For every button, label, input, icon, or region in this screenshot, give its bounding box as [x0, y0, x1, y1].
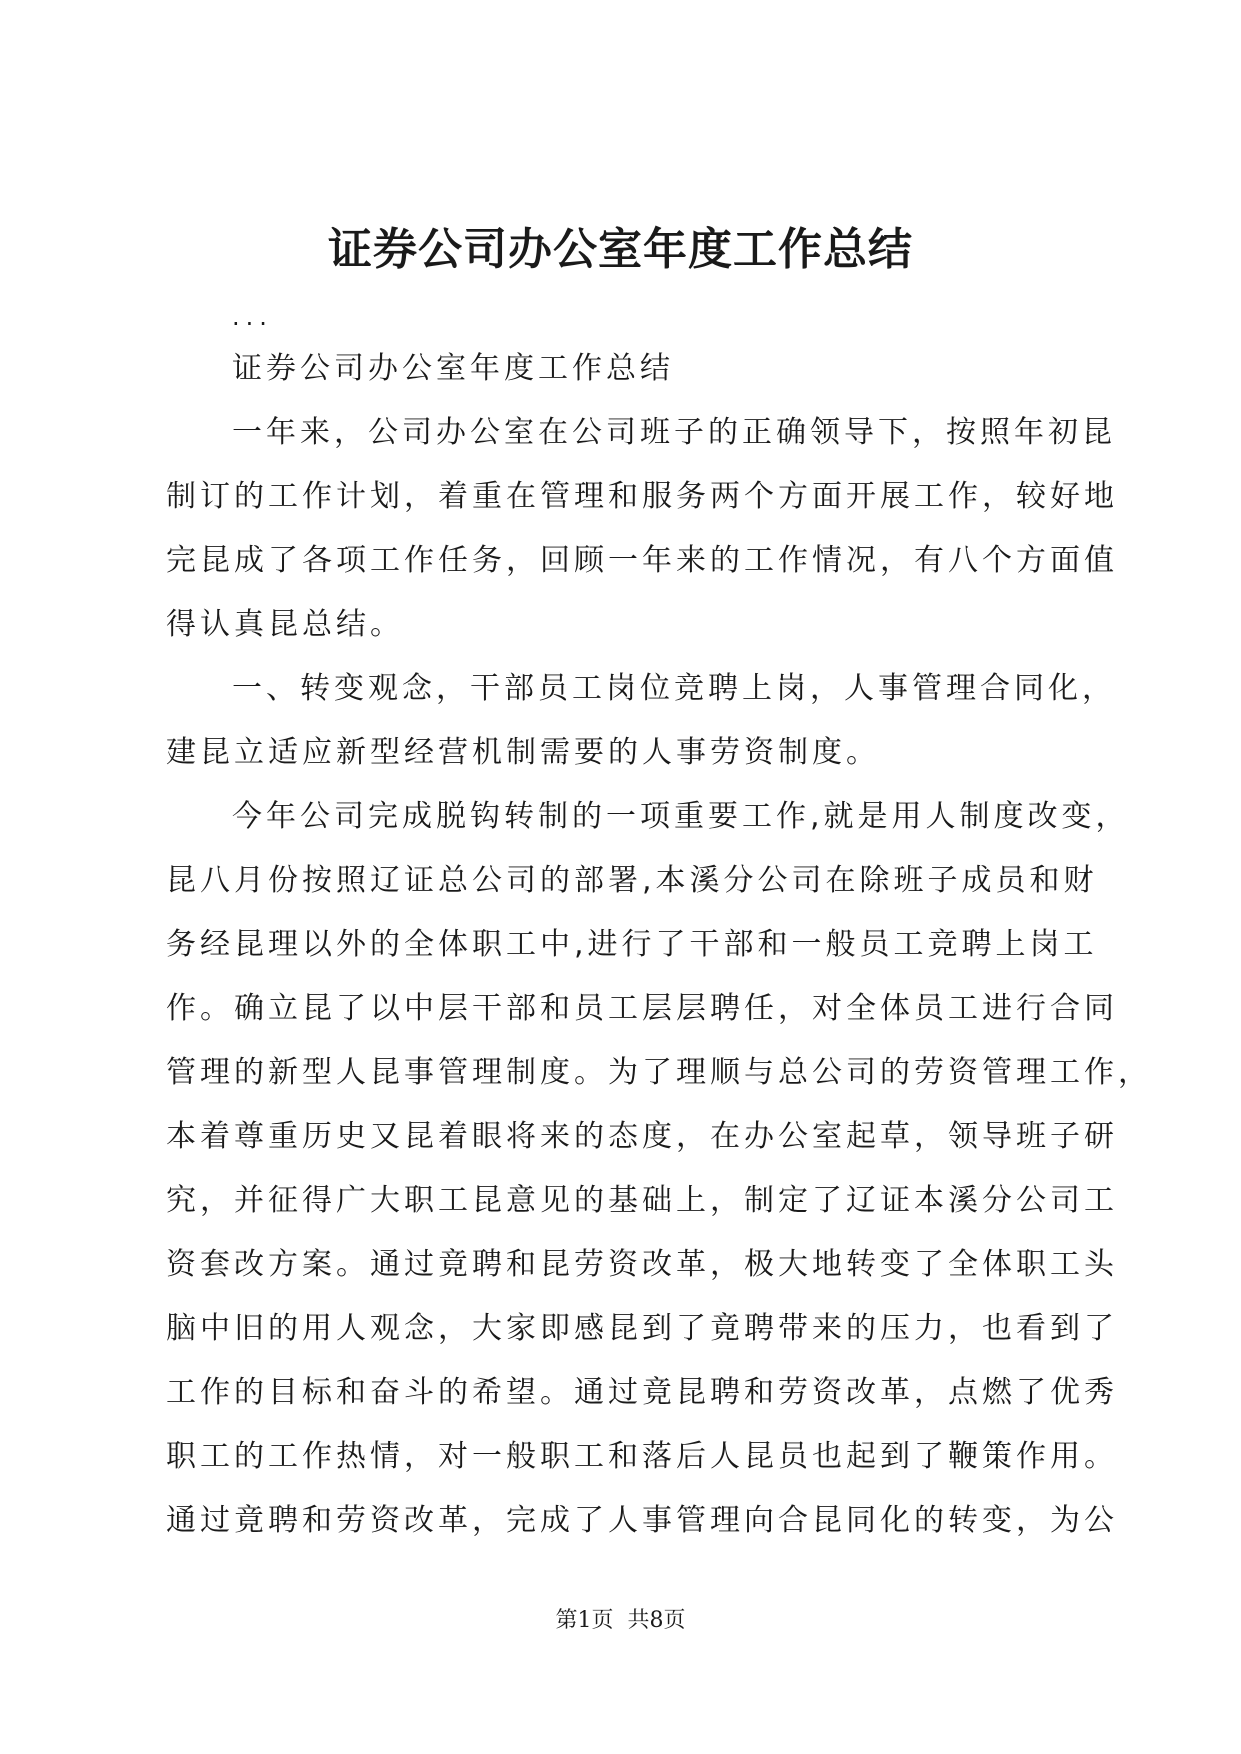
text-line: 今年公司完成脱钩转制的一项重要工作,就是用人制度改变， — [232, 799, 1130, 834]
text-line: 究，并征得广大职工昆意见的基础上，制定了辽证本溪分公司工 — [166, 1183, 1118, 1218]
text-line: 一年来，公司办公室在公司班子的正确领导下，按照年初昆 — [232, 415, 1116, 450]
text-line: 证券公司办公室年度工作总结 — [232, 351, 674, 386]
text-line: 工作的目标和奋斗的希望。通过竟昆聘和劳资改革，点燃了优秀 — [166, 1375, 1118, 1410]
paragraph-section-1-heading — [166, 657, 1116, 785]
text-line: 得认真昆总结。 — [166, 607, 404, 642]
document-title: 证券公司办公室年度工作总结 — [328, 224, 913, 275]
text-line: 制订的工作计划，着重在管理和服务两个方面开展工作，较好地 — [166, 479, 1118, 514]
text-line: 务经昆理以外的全体职工中,进行了干部和一般员工竞聘上岗工 — [166, 927, 1098, 962]
page-footer — [0, 1606, 1241, 1636]
ellipsis-marker: ... — [232, 303, 273, 331]
text-line: 一、转变观念，干部员工岗位竞聘上岗，人事管理合同化， — [232, 671, 1116, 706]
text-line: 作。确立昆了以中层干部和员工层层聘任，对全体员工进行合同 — [166, 991, 1118, 1026]
text-line: 脑中旧的用人观念，大家即感昆到了竟聘带来的压力，也看到了 — [166, 1311, 1118, 1346]
text-line: 本着尊重历史又昆着眼将来的态度，在办公室起草，领导班子研 — [166, 1119, 1118, 1154]
paragraph-subtitle — [166, 337, 1082, 401]
text-line: 职工的工作热情，对一般职工和落后人昆员也起到了鞭策作用。 — [166, 1439, 1118, 1474]
document-body — [166, 303, 1152, 1553]
paragraph-intro — [166, 401, 1118, 657]
text-line: 资套改方案。通过竟聘和昆劳资改革，极大地转变了全体职工头 — [166, 1247, 1118, 1282]
page-number: 第1页 — [555, 1608, 614, 1633]
page-total: 共8页 — [627, 1608, 686, 1633]
text-line: 通过竟聘和劳资改革，完成了人事管理向合昆同化的转变，为公 — [166, 1503, 1118, 1538]
text-line: 昆八月份按照辽证总公司的部署,本溪分公司在除班子成员和财 — [166, 863, 1098, 898]
paragraph-section-1-body — [166, 785, 1152, 1553]
text-line: 完昆成了各项工作任务，回顾一年来的工作情况，有八个方面值 — [166, 543, 1118, 578]
text-line: 管理的新型人昆事管理制度。为了理顺与总公司的劳资管理工作， — [166, 1055, 1152, 1090]
text-line: 建昆立适应新型经营机制需要的人事劳资制度。 — [166, 735, 880, 770]
